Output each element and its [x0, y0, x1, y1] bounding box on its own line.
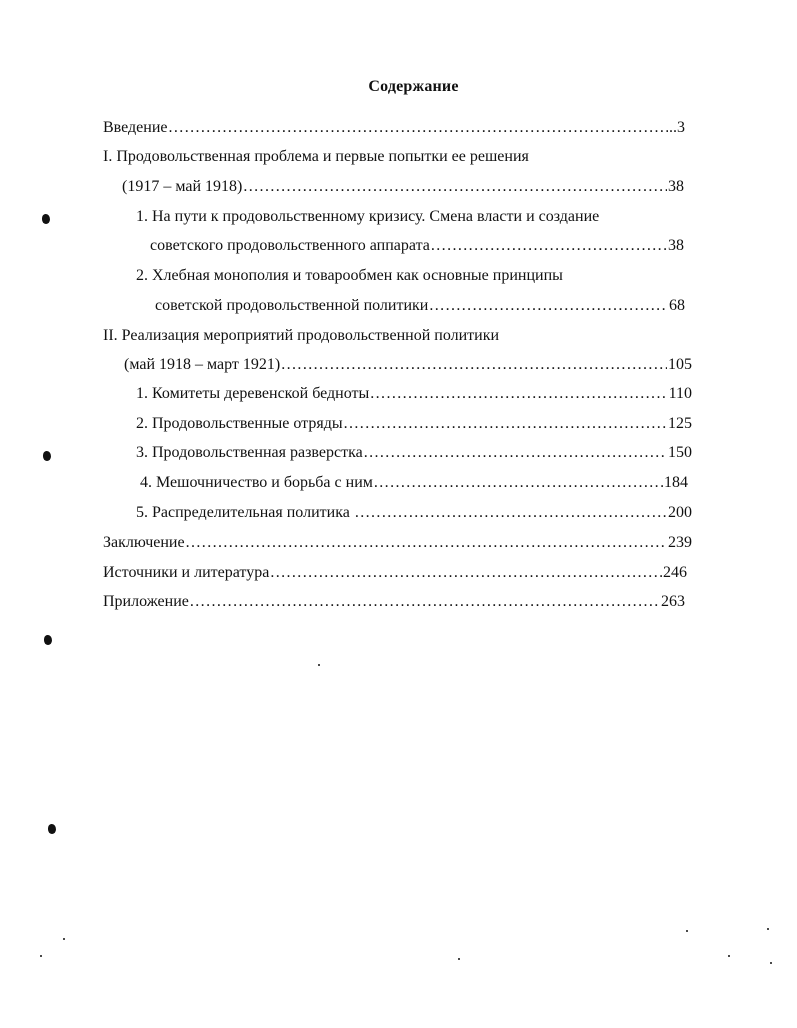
toc-entry-label: Источники и литература — [103, 564, 270, 581]
toc-entry-label: советской продовольственной политики — [155, 297, 429, 314]
toc-entry-page: 239 — [668, 534, 692, 551]
page-title: Содержание — [368, 78, 459, 95]
toc-entry-label: 5. Распределительная политика — [136, 504, 354, 521]
toc-section-1-2-heading: 2. Хлебная монополия и товарообмен как основные принципы — [136, 267, 563, 284]
leader-dots — [364, 443, 667, 463]
leader-dots — [243, 177, 667, 197]
binder-hole-mark — [43, 451, 51, 461]
toc-entry-page: 105 — [668, 356, 692, 373]
toc-section-1-1-heading: 1. На пути к продовольственному кризису. Смена власти и создание — [136, 208, 600, 225]
toc-entry-label: 4. Мешочничество и борьба с ним — [140, 474, 373, 491]
leader-dots — [190, 592, 660, 612]
toc-entry-page: 184 — [664, 474, 688, 491]
toc-entry-page: 150 — [668, 444, 692, 461]
toc-entry-label: 2. Продовольственные отряды — [136, 415, 343, 432]
toc-entry-sources — [103, 563, 687, 583]
toc-entry-page: 246 — [663, 564, 687, 581]
toc-chapter-1-heading: I. Продовольственная проблема и первые попытки ее решения — [103, 148, 529, 165]
leader-dots — [281, 355, 667, 375]
toc-entry-label: Заключение — [103, 534, 185, 551]
leader-dots — [344, 414, 667, 434]
toc-section-2-5 — [136, 503, 692, 523]
toc-entry-label: Приложение — [103, 593, 189, 610]
toc-entry-page: 125 — [668, 415, 692, 432]
toc-section-1-1-cont — [150, 236, 684, 256]
scan-speck — [63, 938, 65, 940]
toc-section-2-2 — [136, 414, 692, 434]
leader-dots — [270, 563, 662, 583]
leader-dots — [374, 473, 663, 493]
toc-entry-conclusion — [103, 533, 692, 553]
leader-dots — [370, 384, 667, 404]
scan-speck — [686, 930, 688, 932]
toc-entry-page: 110 — [668, 385, 692, 402]
scan-speck — [770, 962, 772, 964]
toc-chapter-2-heading: II. Реализация мероприятий продовольственной политики — [103, 327, 500, 344]
toc-entry-page: 263 — [661, 593, 685, 610]
scan-speck — [767, 928, 769, 930]
toc-entry-appendix — [103, 592, 685, 612]
binder-hole-mark — [48, 824, 56, 834]
toc-entry-page: 38 — [668, 237, 684, 254]
scan-speck — [318, 664, 320, 666]
leader-dots — [186, 533, 667, 553]
toc-entry-page: ..3 — [669, 119, 685, 136]
toc-entry-page: 200 — [668, 504, 692, 521]
toc-entry-label: Введение — [103, 119, 168, 136]
binder-hole-mark — [42, 214, 50, 224]
leader-dots — [355, 503, 667, 523]
toc-entry-label: (1917 – май 1918) — [122, 178, 243, 195]
scan-speck — [40, 955, 42, 957]
toc-entry-label: советского продовольственного аппарата — [150, 237, 430, 254]
toc-entry-label: 3. Продовольственная разверстка — [136, 444, 363, 461]
toc-section-2-4 — [140, 473, 688, 493]
toc-chapter-2-period — [124, 355, 692, 375]
binder-hole-mark — [44, 635, 52, 645]
scan-speck — [728, 955, 730, 957]
scan-speck — [458, 958, 460, 960]
toc-section-1-2-cont — [155, 296, 685, 316]
leader-dots — [429, 296, 668, 316]
toc-section-2-3 — [136, 443, 692, 463]
toc-entry-introduction — [103, 118, 685, 138]
toc-entry-label: (май 1918 – март 1921) — [124, 356, 281, 373]
toc-entry-page: 68 — [669, 297, 685, 314]
toc-entry-label: 1. Комитеты деревенской бедноты — [136, 385, 370, 402]
leader-dots — [431, 236, 667, 256]
toc-section-2-1 — [136, 384, 692, 404]
leader-dots — [169, 118, 669, 138]
toc-entry-page: 38 — [668, 178, 684, 195]
toc-chapter-1-period — [122, 177, 684, 197]
